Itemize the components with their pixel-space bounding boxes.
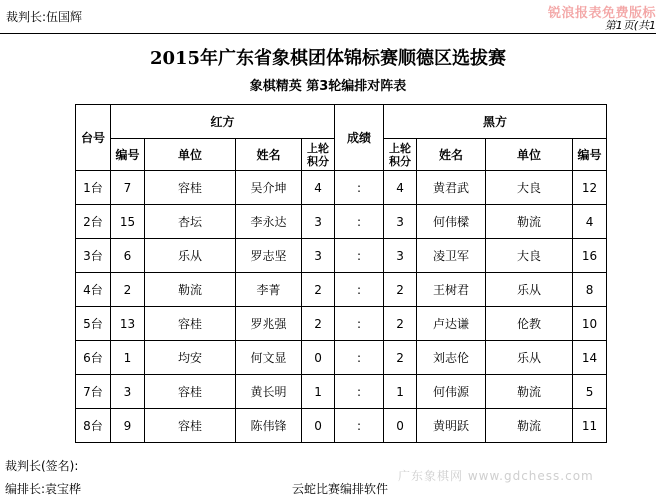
table-row (76, 341, 607, 375)
cell-board: 8台 (76, 409, 111, 443)
table-row (76, 375, 607, 409)
cell-b-name: 凌卫军 (417, 239, 486, 273)
cell-b-pts: 3 (384, 205, 417, 239)
cell-b-pts: 4 (384, 171, 417, 205)
cell-b-no: 16 (573, 239, 607, 273)
cell-r-pts: 4 (302, 171, 335, 205)
page-number: 第1页(共1 (604, 19, 656, 32)
cell-b-no: 12 (573, 171, 607, 205)
cell-b-no: 10 (573, 307, 607, 341)
cell-b-unit: 伦教 (486, 307, 573, 341)
cell-r-pts: 2 (302, 273, 335, 307)
cell-r-unit: 勒流 (145, 273, 236, 307)
cell-b-pts: 2 (384, 307, 417, 341)
cell-r-unit: 乐从 (145, 239, 236, 273)
cell-r-unit: 容桂 (145, 409, 236, 443)
cell-r-pts: 2 (302, 307, 335, 341)
col-header-red-unit: 单位 (145, 139, 236, 171)
cell-r-name: 李永达 (236, 205, 302, 239)
cell-r-name: 李菁 (236, 273, 302, 307)
table-row (76, 205, 607, 239)
cell-r-name: 罗志坚 (236, 239, 302, 273)
cell-b-unit: 勒流 (486, 375, 573, 409)
cell-b-pts: 1 (384, 375, 417, 409)
cell-b-name: 黄明跃 (417, 409, 486, 443)
col-header-black-prev-points: 上轮 积分 (384, 139, 417, 171)
cell-b-pts: 2 (384, 273, 417, 307)
cell-r-name: 吴介坤 (236, 171, 302, 205)
cell-result: : (335, 273, 384, 307)
col-header-black-name: 姓名 (417, 139, 486, 171)
cell-r-name: 陈伟锋 (236, 409, 302, 443)
cell-board: 7台 (76, 375, 111, 409)
pairing-table (75, 104, 607, 443)
referee-signature-label: 裁判长(签名): (5, 459, 79, 473)
cell-b-name: 刘志伦 (417, 341, 486, 375)
cell-board: 4台 (76, 273, 111, 307)
cell-board: 3台 (76, 239, 111, 273)
cell-board: 6台 (76, 341, 111, 375)
cell-b-unit: 勒流 (486, 205, 573, 239)
cell-b-no: 8 (573, 273, 607, 307)
cell-board: 5台 (76, 307, 111, 341)
cell-result: : (335, 341, 384, 375)
site-watermark: 广东象棋网 www.gdchess.com (398, 469, 594, 483)
cell-b-name: 何伟樑 (417, 205, 486, 239)
col-header-red-no: 编号 (111, 139, 145, 171)
cell-r-pts: 0 (302, 341, 335, 375)
cell-b-name: 何伟源 (417, 375, 486, 409)
cell-b-name: 卢达谦 (417, 307, 486, 341)
cell-r-name: 黄长明 (236, 375, 302, 409)
header-divider (0, 33, 656, 34)
cell-b-unit: 大良 (486, 171, 573, 205)
cell-b-no: 5 (573, 375, 607, 409)
cell-board: 1台 (76, 171, 111, 205)
black-side-header: 黑方 (384, 105, 607, 139)
cell-b-pts: 3 (384, 239, 417, 273)
cell-b-unit: 乐从 (486, 341, 573, 375)
cell-r-unit: 容桂 (145, 307, 236, 341)
red-side-header: 红方 (111, 105, 335, 139)
cell-b-no: 14 (573, 341, 607, 375)
cell-b-unit: 乐从 (486, 273, 573, 307)
table-row (76, 239, 607, 273)
table-row (76, 307, 607, 341)
cell-r-no: 2 (111, 273, 145, 307)
cell-r-no: 1 (111, 341, 145, 375)
watermark: 锐浪报表免费版标 (547, 6, 656, 21)
cell-b-pts: 0 (384, 409, 417, 443)
cell-r-name: 何文显 (236, 341, 302, 375)
cell-r-unit: 容桂 (145, 375, 236, 409)
cell-r-name: 罗兆强 (236, 307, 302, 341)
result-header: 成绩 (335, 105, 384, 171)
table-row (76, 273, 607, 307)
cell-r-no: 7 (111, 171, 145, 205)
cell-result: : (335, 307, 384, 341)
cell-result: : (335, 239, 384, 273)
cell-result: : (335, 409, 384, 443)
cell-r-pts: 1 (302, 375, 335, 409)
table-row (76, 409, 607, 443)
col-header-black-no: 编号 (573, 139, 607, 171)
col-header-red-name: 姓名 (236, 139, 302, 171)
cell-b-no: 11 (573, 409, 607, 443)
cell-r-no: 3 (111, 375, 145, 409)
col-header-red-prev-points: 上轮 积分 (302, 139, 335, 171)
cell-result: : (335, 171, 384, 205)
page-title: 2015年广东省象棋团体锦标赛顺德区选拔赛 (149, 48, 507, 69)
arranger-label: 编排长:袁宝桦 (5, 482, 82, 496)
cell-r-no: 9 (111, 409, 145, 443)
cell-result: : (335, 205, 384, 239)
cell-r-no: 13 (111, 307, 145, 341)
cell-b-unit: 大良 (486, 239, 573, 273)
cell-r-pts: 3 (302, 205, 335, 239)
chief-referee: 裁判长:伍国辉 (6, 10, 83, 24)
cell-b-pts: 2 (384, 341, 417, 375)
cell-board: 2台 (76, 205, 111, 239)
cell-r-no: 15 (111, 205, 145, 239)
cell-r-unit: 杏坛 (145, 205, 236, 239)
cell-r-pts: 0 (302, 409, 335, 443)
cell-b-name: 王树君 (417, 273, 486, 307)
software-name: 云蛇比赛编排软件 (292, 482, 389, 496)
cell-b-unit: 勒流 (486, 409, 573, 443)
cell-r-no: 6 (111, 239, 145, 273)
table-row (76, 171, 607, 205)
cell-result: : (335, 375, 384, 409)
col-header-black-unit: 单位 (486, 139, 573, 171)
col-header-board: 台号 (76, 105, 111, 171)
cell-r-unit: 均安 (145, 341, 236, 375)
cell-b-name: 黄君武 (417, 171, 486, 205)
page-subtitle: 象棋精英 第3轮编排对阵表 (249, 79, 407, 94)
cell-r-pts: 3 (302, 239, 335, 273)
cell-b-no: 4 (573, 205, 607, 239)
cell-r-unit: 容桂 (145, 171, 236, 205)
